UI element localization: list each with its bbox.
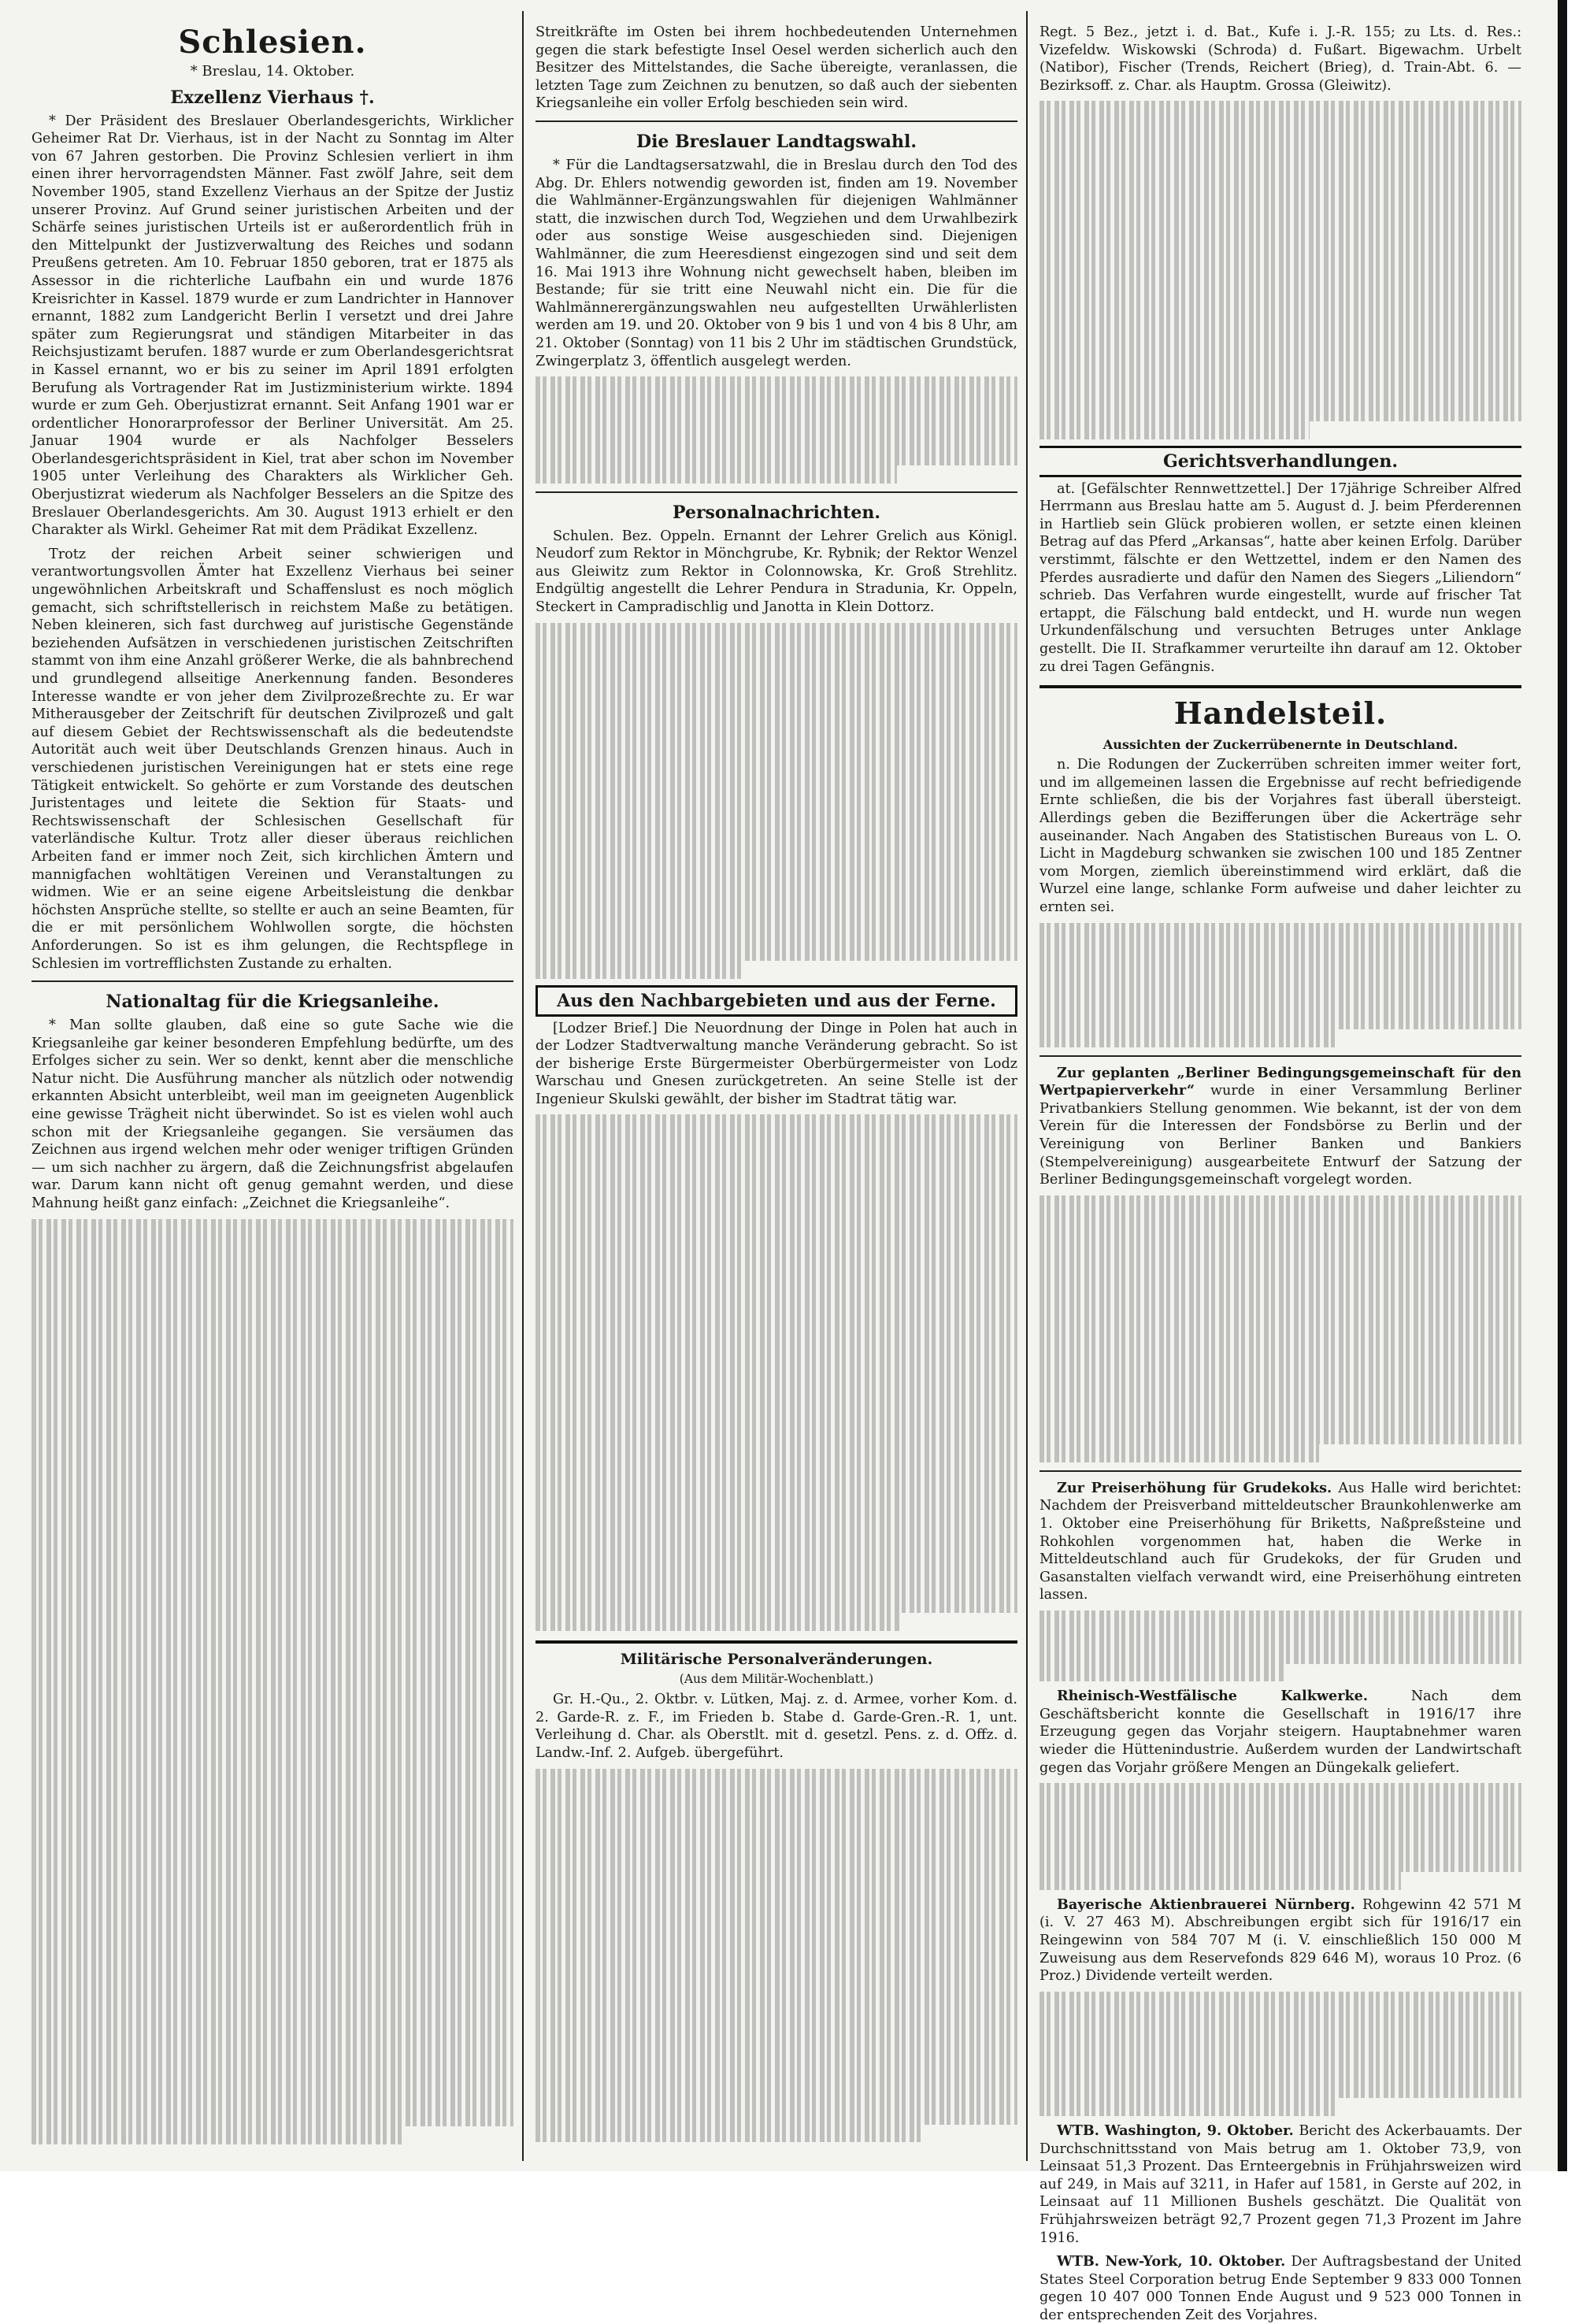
article-subtitle-militaer: (Aus dem Militär-Wochenblatt.): [679, 1671, 874, 1686]
text-line: [32, 1717, 513, 1735]
text-line: [32, 1788, 513, 1807]
text-line: [32, 1646, 513, 1664]
text-line: [536, 943, 1017, 961]
divider: [536, 1640, 1017, 1644]
text-line: [32, 1308, 513, 1326]
text-line: [536, 1168, 1017, 1186]
text-line: [536, 1292, 1017, 1310]
text-line: [536, 1329, 1017, 1347]
column-3: [1040, 24, 1522, 2323]
continued-text: [1040, 923, 1521, 1047]
article-body-gericht: at. [Gefälschter Rennwettzettel.] Der 17jährige Schreiber Alfred Herrmann aus Breslau hatte am 5. August d. J. beim Pferderennen in Hartlieb sein Glück probieren wollen, er setzte einen kleinen Betrag auf das Pferd „Arkansas“, hatte aber keinen Erfolg. Darüber verstimmt, fälschte er den Wettzettel, indem er den Namen des Pferdes ausradierte und dafür den Namen des Siegers „Liliendorn“ schrieb. Das Verfahren wurde eingestellt, wurde auf frischer Tat ertappt, die Fälschung bald entdeckt, und H. wurde nun wegen Urkundenfälschung und versuchten Betruges unter Anklage gestellt. Die II. Strafkammer verurteilte ihn darauf am 12. Oktober zu drei Tagen Gefängnis.: [1040, 480, 1521, 675]
article-body-militaer: Gr. H.-Qu., 2. Oktbr. v. Lütken, Maj. z. d. Armee, vorher Kom. d. 2. Garde-R. z. F., im Frieden b. Stabe d. Garde-Gren.-R. 1, unt. Verleihung d. Char. als Oberstlt. mit d. gesetzl. Pens. z. d. Offz. d. Landw.-Inf. 2. Aufgeb. übergeführt.: [536, 1692, 1017, 1762]
text-line: [536, 1132, 1017, 1151]
text-line: [1040, 1837, 1521, 1855]
text-line: [1040, 101, 1521, 119]
text-line: [32, 1895, 513, 1913]
text-line: [536, 676, 1017, 694]
text-line: [1040, 958, 1521, 977]
text-line: [536, 2036, 1017, 2054]
text-line: [32, 1522, 513, 1540]
text-line: [32, 1450, 513, 1468]
text-line: [32, 1681, 513, 1699]
article-text-berliner: wurde in einer Versammlung Berliner Privatbankiers Stellung genommen. Wie bekannt, ist der von dem Verein für die Interessen der Fondsbörse zu Berlin und der Vereinigung von Berliner Banken und Bankiers (Stempelvereinigung) ausgearbeitete Entwurf der Satzung der Berliner Bedingungsgemeinschaft vorgelegt worden.: [1040, 1083, 1521, 1188]
continued-text: [536, 1114, 1017, 1630]
divider: [1040, 1470, 1521, 1472]
text-line: [1040, 994, 1521, 1012]
text-line: [536, 818, 1017, 836]
article-body-kalkwerke: [1040, 1688, 1521, 1777]
text-line: [1040, 1195, 1521, 1214]
text-line: [1040, 1629, 1521, 1647]
text-line: [1040, 243, 1521, 261]
text-line: [536, 623, 1017, 641]
text-line: [1040, 1801, 1521, 1819]
article-text-washington: Bericht des Ackerbauamts. Der Durchschnittsstand von Mais betrug am 1. Oktober 73,9, von Leinsaat 51,3 Prozent. Das Ernteergebnis in Frühjahrsweizen wird auf 249, in Mais auf 3211, in Hafer auf 1581, in Gerste auf 202, in Leinsaat auf 11 Millionen Bushels geschätzt. Die Qualität von Frühjahrsweizen beträgt 92,7 Prozent gegen 71,3 Prozent im Jahre 1916.: [1040, 2122, 1522, 2246]
text-line: [536, 640, 1017, 658]
text-line: [32, 1486, 513, 1504]
text-line: [1040, 279, 1521, 297]
text-line: [536, 1559, 1017, 1577]
article-title-personalnachrichten: Personalnachrichten.: [673, 502, 880, 523]
text-line: [1040, 1012, 1521, 1030]
text-line: [1040, 976, 1521, 994]
text-line: [32, 1379, 513, 1397]
article-body-newyork: [1040, 2253, 1521, 2324]
text-line: [32, 1930, 513, 1948]
text-line: [536, 1399, 1017, 1418]
text-line: [536, 1488, 1017, 1507]
text-line: [1040, 1355, 1521, 1373]
text-line: [536, 1524, 1017, 1542]
text-line: [536, 1310, 1017, 1329]
text-line: [536, 2018, 1017, 2036]
text-line: [536, 2000, 1017, 2018]
article-body-landtagswahl: * Für die Landtagsersatzwahl, die in Breslau durch den Tod des Abg. Dr. Ehlers notwendig geworden ist, finden am 19. November die Wahlmänner-Ergänzungswahlen für diejenigen Wahlmänner statt, die inzwischen durch Tod, Wegziehen und dem Urwahlbezirk oder aus sonstige Weise ausgeschieden sind. Diejenigen Wahlmänner, die zum Heeresdienst eingezogen sind und seit dem 16. Mai 1913 ihre Wohnung nicht gewechselt haben, bleiben im Bestande; für sie tritt eine Neuwahl nicht ein. Die für die Wahlmännerergänzungswahlen neu aufgestellten Urwählerlisten werden am 19. und 20. Oktober von 9 bis 1 und von 4 bis 8 Uhr, am 21. Oktober (Sonntag) von 11 bis 2 Uhr im städtischen Grundstück, Zwingerplatz 3, öffentlich ausgelegt werden.: [536, 157, 1017, 369]
text-line: [536, 1151, 1017, 1169]
article-text-newyork: Der Auftragsbestand der United States Steel Corporation betrug Ende September 9 833 000 Tonnen gegen 10 407 000 Tonnen Ende August und 9 523 000 Tonnen in der entsprechenden Zeit des Vorjahres.: [1040, 2254, 1521, 2323]
text-line: [1040, 2098, 1338, 2116]
text-line: [536, 1613, 902, 1631]
text-line: [536, 1364, 1017, 1382]
text-line: [1040, 1029, 1338, 1047]
text-line: [1040, 1213, 1521, 1231]
text-line: [32, 2108, 513, 2126]
text-line: [32, 1361, 513, 1379]
text-line: [536, 694, 1017, 712]
text-line: [536, 765, 1017, 783]
text-line: [536, 925, 1017, 943]
column-rule-left: [522, 11, 524, 2161]
text-line: [1040, 208, 1521, 226]
text-line: [32, 1663, 513, 1681]
article-body-vierhaus: Trotz der reichen Arbeit seiner schwierigen und verantwortungsvollen Ämter hat Exzellenz Vierhaus bei seiner ungewöhnlichen Arbeitskraft und Schaffenslust es noch möglich gemacht, sich schriftstellerisch in reichstem Maße zu betätigen. Neben kleineren, sich fast durchweg auf juristische Gegenstände beziehenden Aufsätzen in verschiedenen juristischen Zeitschriften stammt von ihm eine Anzahl größerer Werke, die als bahnbrechend und grundlegend allseitige Anerkennung fanden. Besonderes Interesse wandte er von jeher dem Zivilprozeßrechte zu. Er war Mitherausgeber der Zeitschrift für deutschen Zivilprozeß und galt auf diesem Gebiet der Rechtswissenschaft als die bedeutendste Autorität auch weit über Deutschlands Grenzen hinaus. Auch in verschiedenen juristischen Vereinigungen hat er stets eine rege Tätigkeit entwickelt. So gehörte er zum Vorstande des deutschen Juristentages und leitete die Sektion für Staats- und Rechtswissenschaft der Schlesischen Gesellschaft für vaterländische Kultur. Trotz aller dieser überaus reichlichen Arbeiten fand er immer noch Zeit, sich kirchlichen Ämtern und mannigfachen wohltätigen Vereinen und Veranstaltungen zu widmen. Wie er an seine eigene Arbeitsleistung die denkbar höchsten Ansprüche stellte, so stellte er auch an seine Beamten, für die er mit persönlichem Wohlwollen sorgte, die höchsten Anforderungen. So ist es ihm gelungen, die Rechtspflege in Schlesien im vortrefflichsten Zustande zu erhalten.: [32, 546, 513, 972]
text-line: [536, 1203, 1017, 1221]
article-title-kalkwerke: Rheinisch-Westfälische Kalkwerke.: [1057, 1688, 1368, 1705]
text-line: [1040, 1664, 1285, 1682]
text-line: [536, 854, 1017, 872]
text-line: [32, 1344, 513, 1362]
text-line: [536, 801, 1017, 819]
text-line: [32, 1984, 513, 2002]
text-line: [1040, 1646, 1521, 1664]
text-line: [1040, 421, 1310, 439]
article-body-zucker: n. Die Rodungen der Zuckerrüben schreiten immer weiter fort, und im allgemeinen lassen die Ergebnisse auf recht befriedigende Ernte schließen, die bis der Vorjahres fast überall übersteigt. Allerdings geben die Bezifferungen über die Ackerträge sehr auseinander. Nach Angaben des Statistischen Bureaus von L. O. Licht in Magdeburg schwanken sie zwischen 100 und 185 Zentner vom Morgen, ziemlich übereinstimmend wird erklärt, daß die Wurzel eine lange, schlanke Form aufweise und daher leichter zu ernten sei.: [1040, 757, 1521, 915]
text-line: [1040, 368, 1521, 386]
text-line: [32, 1272, 513, 1290]
text-line: [32, 1397, 513, 1415]
text-line: [536, 1596, 1017, 1614]
article-title-newyork: WTB. New-York, 10. Oktober.: [1057, 2253, 1286, 2270]
text-line: [536, 1875, 1017, 1893]
divider: [32, 980, 513, 982]
text-line: [32, 1290, 513, 1308]
continued-text: [32, 1219, 513, 2144]
text-line: [32, 2073, 513, 2091]
text-line: [1040, 1284, 1521, 1303]
text-line: [1040, 1855, 1521, 1873]
divider: [536, 120, 1017, 122]
text-line: [1040, 2081, 1521, 2099]
column-2: [536, 24, 1017, 2154]
text-line: [536, 836, 1017, 854]
text-line: [536, 447, 1017, 465]
text-line: [1040, 1302, 1521, 1320]
article-text-grudekoks: Aus Halle wird berichtet: Nachdem der Preisverband mitteldeutscher Braunkohlenwerke am 1. Oktober eine Preiserhöhung für Briketts, Naßpreßsteine und Rohkohlen vorgenommen hat, haben die Werke in Mitteldeutschland auch für Grudekoks, der für Gruden und Gasanstalten vielfach verwandt wird, eine Preiserhöhung eintreten lassen.: [1040, 1480, 1522, 1603]
text-line: [32, 2126, 402, 2144]
text-line: [536, 1786, 1017, 1804]
text-line: [536, 1186, 1017, 1204]
article-title-brauerei: Bayerische Aktienbrauerei Nürnberg.: [1057, 1896, 1355, 1913]
text-line: [536, 2107, 1017, 2125]
text-line: [32, 1948, 513, 1966]
text-line: [32, 2002, 513, 2020]
continued-text: [1040, 1783, 1521, 1890]
text-line: [1040, 1391, 1521, 1409]
continued-text: [536, 1769, 1017, 2142]
article-text-brauerei: Rohgewinn 42 571 M (i. V. 27 463 M). Abschreibungen ergibt sich für 1916/17 ein Reingewinn von 584 707 M (i. V. einschließlich 150 000 M Zuweisung aus dem Reservefonds 829 646 M), woraus 10 Proz. (6 Proz.) Dividende verteilt werden.: [1040, 1896, 1521, 1985]
page-edge: [1558, 0, 1567, 2171]
text-line: [32, 1610, 513, 1629]
text-line: [1040, 2045, 1521, 2063]
continued-text: [1040, 1992, 1521, 2116]
text-line: [32, 1236, 513, 1255]
text-line: [536, 2071, 1017, 2089]
text-line: [536, 1929, 1017, 1947]
divider: [536, 491, 1017, 493]
text-line: [536, 430, 1017, 448]
text-line: [1040, 154, 1521, 172]
text-line: [1040, 940, 1521, 958]
text-line: [536, 395, 1017, 413]
text-line: [536, 376, 1017, 395]
text-line: [1040, 1992, 1521, 2010]
text-line: [32, 1752, 513, 1770]
article-title-washington: WTB. Washington, 9. Oktober.: [1057, 2122, 1294, 2139]
continued-text: [1040, 101, 1521, 439]
text-line: [32, 1841, 513, 1859]
divider: [1040, 685, 1521, 688]
text-line: [32, 1539, 513, 1557]
text-line: [32, 1557, 513, 1575]
continued-text: [536, 623, 1017, 979]
continued-article-text: Streitkräfte im Osten bei ihrem hochbedeutenden Unternehmen gegen die stark befestigte Insel Oesel werden sicherlich auch den Besitzer des Mittelstandes, die Sache übereigte, veranlassen, die letzten Tage zum Zeichnen zu benutzen, so daß auch der siebenten Kriegsanleihe ein voller Erfolg beschieden sein wird.: [536, 24, 1017, 112]
text-line: [1040, 2027, 1521, 2045]
text-line: [1040, 1610, 1521, 1629]
text-line: [1040, 923, 1521, 941]
text-line: [536, 961, 743, 979]
article-title-grudekoks: Zur Preiserhöhung für Grudekoks.: [1057, 1479, 1332, 1496]
text-line: [536, 1577, 1017, 1596]
text-line: [32, 1468, 513, 1486]
text-line: [536, 1221, 1017, 1240]
text-line: [536, 1769, 1017, 1787]
text-line: [32, 1806, 513, 1824]
continued-text: [536, 376, 1017, 484]
article-lead-vierhaus: * Der Präsident des Breslauer Oberlandesgerichts, Wirklicher Geheimer Rat Dr. Vierhaus, ist in der Nacht zu Sonntag im Alter von 67 Jahren gestorben. Die Provinz Schlesien verliert in ihm einen ihrer hervorragendsten Männer. Fast zwölf Jahre, seit dem November 1905, stand Exzellenz Vierhaus an der Spitze der Justiz unserer Provinz. Auf Grund seiner juristischen Arbeiten und der Schärfe seines juristischen Urteils ist er außerordentlich früh in den Mittelpunkt der Justizverwaltung des Reiches und sodann Preußens getreten. Am 10. Februar 1850 geboren, trat er 1875 als Assessor in die richterliche Laufbahn ein und wurde 1876 Kreisrichter in Kassel. 1879 wurde er zum Landrichter in Hannover ernannt, 1882 zum Landgericht Berlin I versetzt und drei Jahre später zum Regierungsrat und ständigen Mitarbeiter in das Reichsjustizamt berufen. 1887 wurde er zum Oberlandesgerichtsrat in Kassel ernannt, wo er bis zu seiner im April 1891 erfolgten Berufung als Vortragender Rat im Justizministerium wirkte. 1894 wurde er zum Geh. Oberjustizrat ernannt. Seit Anfang 1901 war er ordentlicher Honorarprofessor der Berliner Universität. Am 25. Januar 1904 wurde er als Nachfolger Besselers Oberlandesgerichtspräsident in Kiel, trat aber schon im November 1905 unter Verleihung des Charakters als Wirklicher Geh. Oberjustizrat wiederum als Nachfolger Besselers an die Spitze des Breslauer Oberlandesgerichts. Am 30. August 1913 erhielt er den Charakter als Wirkl. Geheimer Rat mit dem Prädikat Exzellenz.: [32, 113, 513, 539]
text-line: [536, 747, 1017, 765]
text-line: [1040, 1266, 1521, 1284]
text-line: [536, 1453, 1017, 1471]
article-title-landtagswahl: Die Breslauer Landtagswahl.: [636, 131, 917, 152]
text-line: [1040, 1872, 1401, 1890]
dateline: * Breslau, 14. Oktober.: [190, 63, 355, 80]
text-line: [1040, 1320, 1521, 1338]
text-line: [1040, 190, 1521, 208]
text-line: [32, 1628, 513, 1646]
text-line: [536, 783, 1017, 801]
text-line: [32, 1219, 513, 1237]
section-title-handelsteil: Handelsteil.: [1173, 695, 1388, 732]
text-line: [32, 1770, 513, 1788]
text-line: [536, 872, 1017, 890]
text-line: [536, 890, 1017, 908]
text-line: [536, 1257, 1017, 1275]
text-line: [536, 1840, 1017, 1858]
text-line: [32, 1859, 513, 1877]
text-line: [32, 1414, 513, 1433]
text-line: [1040, 297, 1521, 315]
text-line: [1040, 172, 1521, 191]
text-line: [1040, 226, 1521, 244]
text-line: [32, 1913, 513, 1931]
text-line: [536, 412, 1017, 430]
text-line: [1040, 261, 1521, 280]
text-line: [536, 1470, 1017, 1488]
article-body-nachbargebiete: [Lodzer Brief.] Die Neuordnung der Dinge in Polen hat auch in der Lodzer Stadtverwaltung manche Veränderung gebracht. So ist der bisherige Erste Bürgermeister Oberbürgermeister von Lodz Warschau und Gnesen zurückgetreten. An seine Stelle ist der Ingenieur Skulski gewählt, der bisher im Stadtrat tätig war.: [536, 1020, 1017, 1107]
continued-text: [1040, 1195, 1521, 1462]
text-line: [536, 1911, 1017, 1929]
article-title-zucker: Aussichten der Zuckerrübenernte in Deutschland.: [1102, 737, 1458, 753]
text-line: [32, 1255, 513, 1273]
article-body-berliner: [1040, 1065, 1521, 1189]
article-body-brauerei: [1040, 1896, 1521, 1985]
text-line: [536, 1435, 1017, 1453]
article-title-militaer: Militärische Personalveränderungen.: [620, 1650, 933, 1668]
text-line: [536, 1381, 1017, 1399]
divider: [1040, 1055, 1521, 1057]
text-line: [32, 1433, 513, 1451]
text-line: [32, 1592, 513, 1610]
text-line: [1040, 403, 1521, 421]
text-line: [536, 729, 1017, 747]
text-line: [32, 1325, 513, 1344]
article-title-kriegsanleihe: Nationaltag für die Kriegsanleihe.: [106, 991, 439, 1013]
text-line: [1040, 1231, 1521, 1249]
article-text-kalkwerke: Nach dem Geschäftsbericht konnte die Gesellschaft in 1916/17 ihre Erzeugung gegen das Vorjahr steigern. Hauptabnehmer waren wieder die Hüttenindustrie. Außerdem wurden der Landwirtschaft gegen das Vorjahr größere Mengen an Düngekalk geliefert.: [1040, 1688, 1521, 1776]
section-title-schlesien: Schlesien.: [178, 24, 367, 61]
text-line: [536, 1822, 1017, 1840]
article-title-gericht: Gerichtsverhandlungen.: [1040, 446, 1521, 477]
text-line: [536, 1858, 1017, 1876]
text-line: [32, 2037, 513, 2055]
text-line: [1040, 332, 1521, 350]
article-title-nachbargebiete: Aus den Nachbargebieten und aus der Ferne.: [536, 985, 1017, 1017]
text-line: [536, 1542, 1017, 1560]
text-line: [32, 1503, 513, 1522]
article-body-personalnachrichten: Schulen. Bez. Oppeln. Ernannt der Lehrer Grelich aus Königl. Neudorf zum Rektor in Mönchgrube, Kr. Rybnik; der Rektor Wenzel aus Gleiwitz zum Rektor in Colonnowska, Kr. Groß Strehlitz. Endgültig angestellt die Lehrer Pendura in Stradunia, Kr. Oppeln, Steckert in Campradischlig und Janotta in Klein Dottorz.: [536, 528, 1017, 616]
column-rule-right: [1026, 11, 1028, 2161]
text-line: [32, 1966, 513, 1985]
article-body-kriegsanleihe: * Man sollte glauben, daß eine so gute Sache wie die Kriegsanleihe gar keiner besonderen Empfehlung bedürfte, um des Erfolges sicher zu sein. Wer so denkt, kennt aber die menschliche Natur nicht. Die Ausführung mancher als nützlich oder notwendig erkannten Absicht unterbleibt, weil man im geeigneten Augenblick eine gewisse Trägheit nicht überwindet. So ist es vielen wohl auch schon mit der Kriegsanleihe gegangen. Sie versäumen das Zeichnen aus irgend welchen mehr oder weniger triftigen Gründen — um sich nachher zu ärgern, daß die Zeichnungsfrist abgelaufen war. Darum kann nicht oft genug gemahnt werden, und diese Mahnung heißt ganz einfach: „Zeichnet die Kriegsanleihe“.: [32, 1017, 513, 1212]
text-line: [536, 1964, 1017, 1982]
article-title-berliner: Zur geplanten „Berliner Bedingungsgemeinschaft für den Wertpapierverkehr“: [1040, 1064, 1521, 1099]
text-line: [536, 465, 897, 484]
text-line: [536, 1275, 1017, 1293]
text-line: [1040, 1818, 1521, 1837]
text-line: [536, 1804, 1017, 1822]
text-line: [536, 1114, 1017, 1132]
text-line: [1040, 1427, 1521, 1445]
text-line: [536, 2089, 1017, 2107]
text-line: [32, 1699, 513, 1718]
text-line: [1040, 1338, 1521, 1356]
text-line: [32, 1735, 513, 1753]
text-line: [536, 2125, 921, 2143]
article-body-washington: [1040, 2122, 1521, 2247]
text-line: [536, 1240, 1017, 1258]
text-line: [1040, 350, 1521, 369]
text-line: [32, 1877, 513, 1896]
text-line: [1040, 119, 1521, 137]
text-line: [536, 1893, 1017, 1911]
text-line: [1040, 2063, 1521, 2081]
text-line: [1040, 1373, 1521, 1392]
continued-text: [1040, 1610, 1521, 1681]
article-body-grudekoks: [1040, 1480, 1521, 1604]
text-line: [536, 1346, 1017, 1364]
text-line: [32, 2055, 513, 2074]
article-title-vierhaus: Exzellenz Vierhaus †.: [170, 87, 375, 108]
text-line: [1040, 137, 1521, 155]
text-line: [1040, 315, 1521, 333]
text-line: [1040, 1444, 1319, 1462]
text-line: [1040, 386, 1521, 404]
text-line: [536, 1507, 1017, 1525]
text-line: [536, 1982, 1017, 2000]
text-line: [1040, 1783, 1521, 1801]
text-line: [536, 907, 1017, 925]
text-line: [536, 2053, 1017, 2071]
continued-article-text: Regt. 5 Bez., jetzt i. d. Bat., Kufe i. J.-R. 155; zu Lts. d. Res.: Vizefeldw. Wiskowski (Schroda) d. Fußart. Bigewachm. Urbelt (Natibor), Fischer (Trends, Reichert (Brieg), d. Train-Abt. 6. — Bezirksoff. z. Char. als Hauptm. Grossa (Gleiwitz).: [1040, 24, 1521, 94]
text-line: [32, 1824, 513, 1842]
text-line: [536, 1947, 1017, 1965]
text-line: [536, 1418, 1017, 1436]
column-1: [32, 24, 513, 2154]
text-line: [32, 1575, 513, 1593]
text-line: [536, 658, 1017, 676]
text-line: [32, 2019, 513, 2037]
text-line: [1040, 1249, 1521, 1267]
text-line: [1040, 2009, 1521, 2027]
text-line: [536, 712, 1017, 730]
text-line: [32, 2091, 513, 2109]
text-line: [1040, 1409, 1521, 1427]
